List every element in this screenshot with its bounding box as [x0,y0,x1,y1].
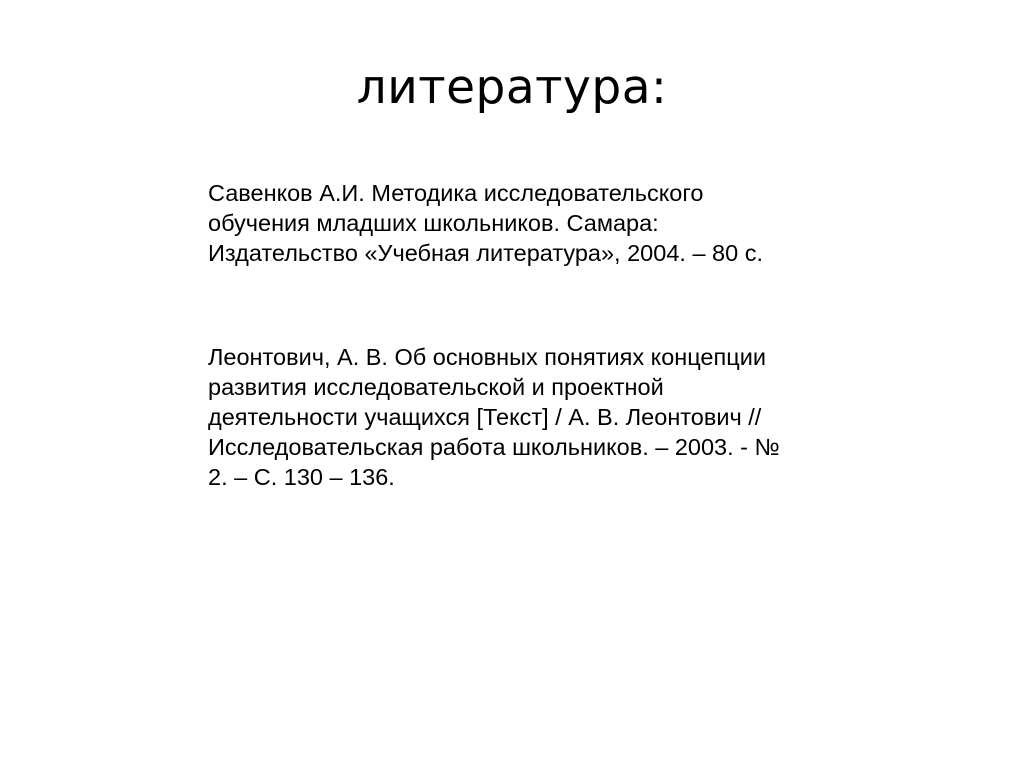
reference-line: Леонтович, А. В. Об основных понятиях концепции [208,344,766,370]
reference-line: Исследовательская работа школьников. – 2003. - № [208,434,780,460]
reference-item-leontovich [208,342,848,492]
reference-item-savenkov [208,178,848,268]
reference-line: обучения младших школьников. Самара: [208,210,659,236]
reference-list [208,178,848,492]
reference-line: Издательство «Учебная литература», 2004. – 80 с. [208,240,763,266]
reference-line: Савенков А.И. Методика исследовательского [208,180,704,206]
reference-line: развития исследовательской и проектной [208,374,664,400]
reference-line: деятельности учащихся [Текст] / А. В. Леонтович // [208,404,762,430]
slide-title: литература: [356,60,668,115]
reference-line: 2. – С. 130 – 136. [208,464,395,490]
